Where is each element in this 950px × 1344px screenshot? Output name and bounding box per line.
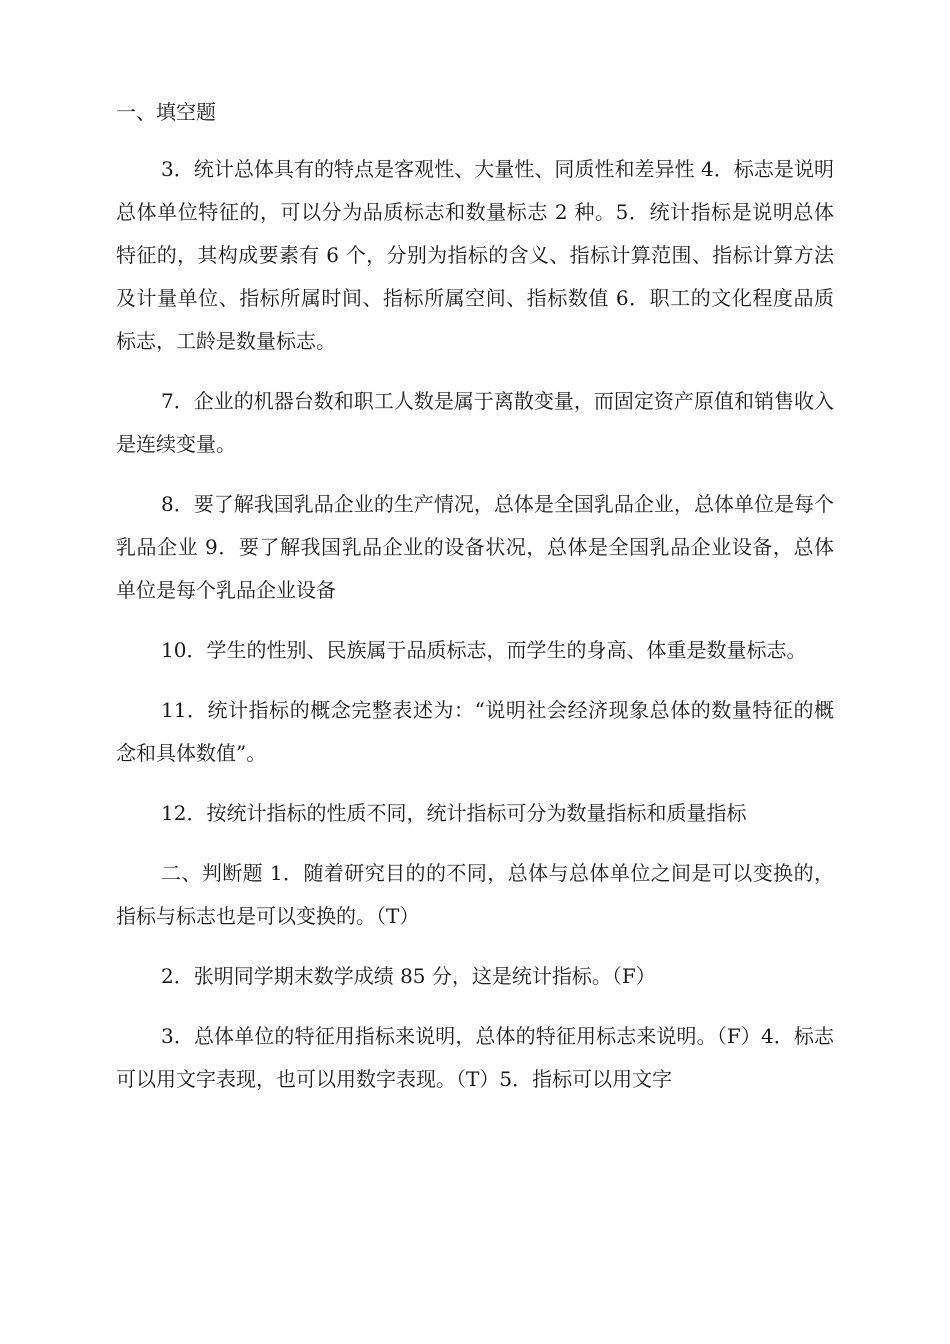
paragraph-judgement-q1: 二、判断题 1．随着研究目的的不同，总体与总体单位之间是可以变换的，指标与标志也是可以变换的。（T） [116, 861, 834, 928]
section-heading-fill-in-blank: 一、填空题 [116, 100, 216, 124]
paragraph-q11: 11．统计指标的概念完整表述为：“说明社会经济现象总体的数量特征的概念和具体数值”。 [116, 698, 834, 765]
paragraph-q3-q6: 3．统计总体具有的特点是客观性、大量性、同质性和差异性 4．标志是说明总体单位特征的，可以分为品质标志和数量标志 2 种。5．统计指标是说明总体特征的，其构成要素有 6 个，分别为指标的含义、指标计算范围、指标计算方法及计量单位、指标所属时间、指标所属空间、指标数值 6．职工的文化程度品质标志，工龄是数量标志。 [116, 157, 834, 353]
paragraph-q10: 10．学生的性别、民族属于品质标志，而学生的身高、体重是数量标志。 [161, 638, 807, 662]
paragraph-judgement-q2: 2．张明同学期末数学成绩 85 分，这是统计指标。（F） [161, 964, 656, 988]
paragraph-q12: 12．按统计指标的性质不同，统计指标可分为数量指标和质量指标 [161, 801, 747, 825]
document-body [116, 92, 834, 1118]
paragraph-q8-q9: 8．要了解我国乳品企业的生产情况，总体是全国乳品企业，总体单位是每个乳品企业 9．要了解我国乳品企业的设备状况，总体是全国乳品企业设备，总体单位是每个乳品企业设备 [116, 492, 834, 602]
paragraph-judgement-q3-q5: 3．总体单位的特征用指标来说明，总体的特征用标志来说明。（F）4．标志可以用文字表现，也可以用数字表现。（T）5．指标可以用文字 [116, 1024, 834, 1091]
paragraph-q7: 7．企业的机器台数和职工人数是属于离散变量，而固定资产原值和销售收入是连续变量。 [116, 389, 834, 456]
